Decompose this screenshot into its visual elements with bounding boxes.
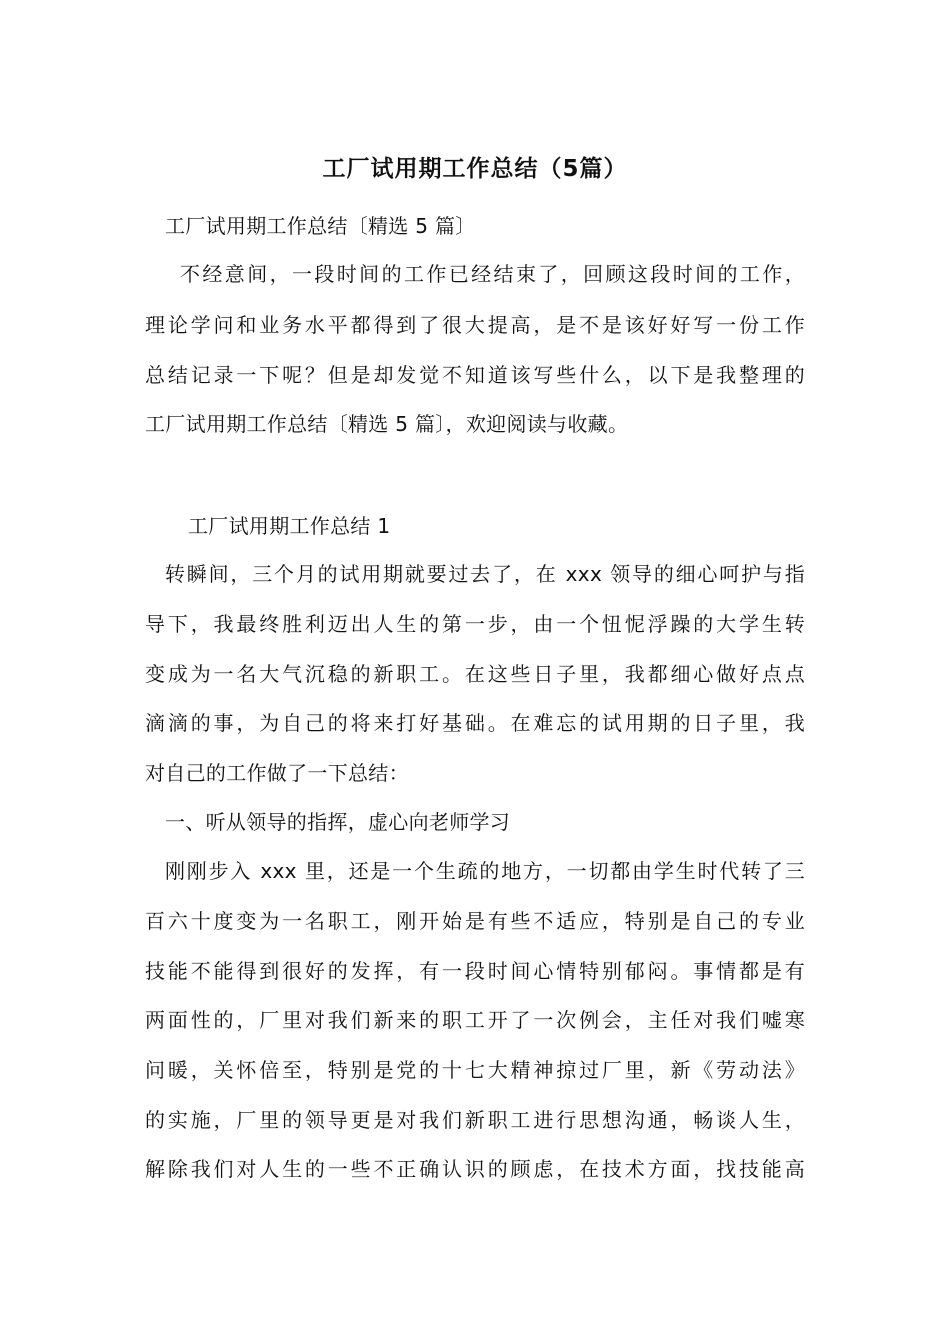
body-line: 百六十度变为一名职工，刚开始是有些不适应，特别是自己的专业 xyxy=(145,909,805,933)
section-heading: 工厂试用期工作总结 1 xyxy=(188,514,391,538)
intro-line: 总结记录一下呢？但是却发觉不知道该写些什么，以下是我整理的 xyxy=(145,363,805,387)
document-title: 工厂试用期工作总结（5篇） xyxy=(322,156,628,182)
intro-line: 理论学问和业务水平都得到了很大提高，是不是该好好写一份工作 xyxy=(145,313,805,337)
body-line: 解除我们对人生的一些不正确认识的顾虑，在技术方面，找技能高 xyxy=(145,1157,805,1181)
body-line: 刚刚步入 xxx 里，还是一个生疏的地方，一切都由学生时代转了三 xyxy=(165,859,805,883)
body-line: 转瞬间，三个月的试用期就要过去了，在 xxx 领导的细心呵护与指 xyxy=(165,562,805,586)
body-line: 对自己的工作做了一下总结： xyxy=(145,761,409,785)
body-line: 两面性的，厂里对我们新来的职工开了一次例会，主任对我们嘘寒 xyxy=(145,1008,805,1032)
intro-line: 工厂试用期工作总结〔精选 5 篇〕，欢迎阅读与收藏。 xyxy=(145,412,629,436)
document-subtitle: 工厂试用期工作总结〔精选 5 篇〕 xyxy=(165,214,476,238)
body-line: 技能不能得到很好的发挥，有一段时间心情特别郁闷。事情都是有 xyxy=(145,959,805,983)
body-line: 问暖，关怀倍至，特别是党的十七大精神掠过厂里，新《劳动法》 xyxy=(145,1058,805,1082)
body-line: 变成为一名大气沉稳的新职工。在这些日子里，我都细心做好点点 xyxy=(145,662,805,686)
point-heading: 一、听从领导的指挥，虚心向老师学习 xyxy=(165,810,511,834)
body-line: 导下，我最终胜利迈出人生的第一步，由一个忸怩浮躁的大学生转 xyxy=(145,612,805,636)
body-line: 的实施，厂里的领导更是对我们新职工进行思想沟通，畅谈人生， xyxy=(145,1108,805,1132)
body-line: 滴滴的事，为自己的将来打好基础。在难忘的试用期的日子里，我 xyxy=(145,711,805,735)
intro-line: 不经意间，一段时间的工作已经结束了，回顾这段时间的工作， xyxy=(180,262,805,286)
